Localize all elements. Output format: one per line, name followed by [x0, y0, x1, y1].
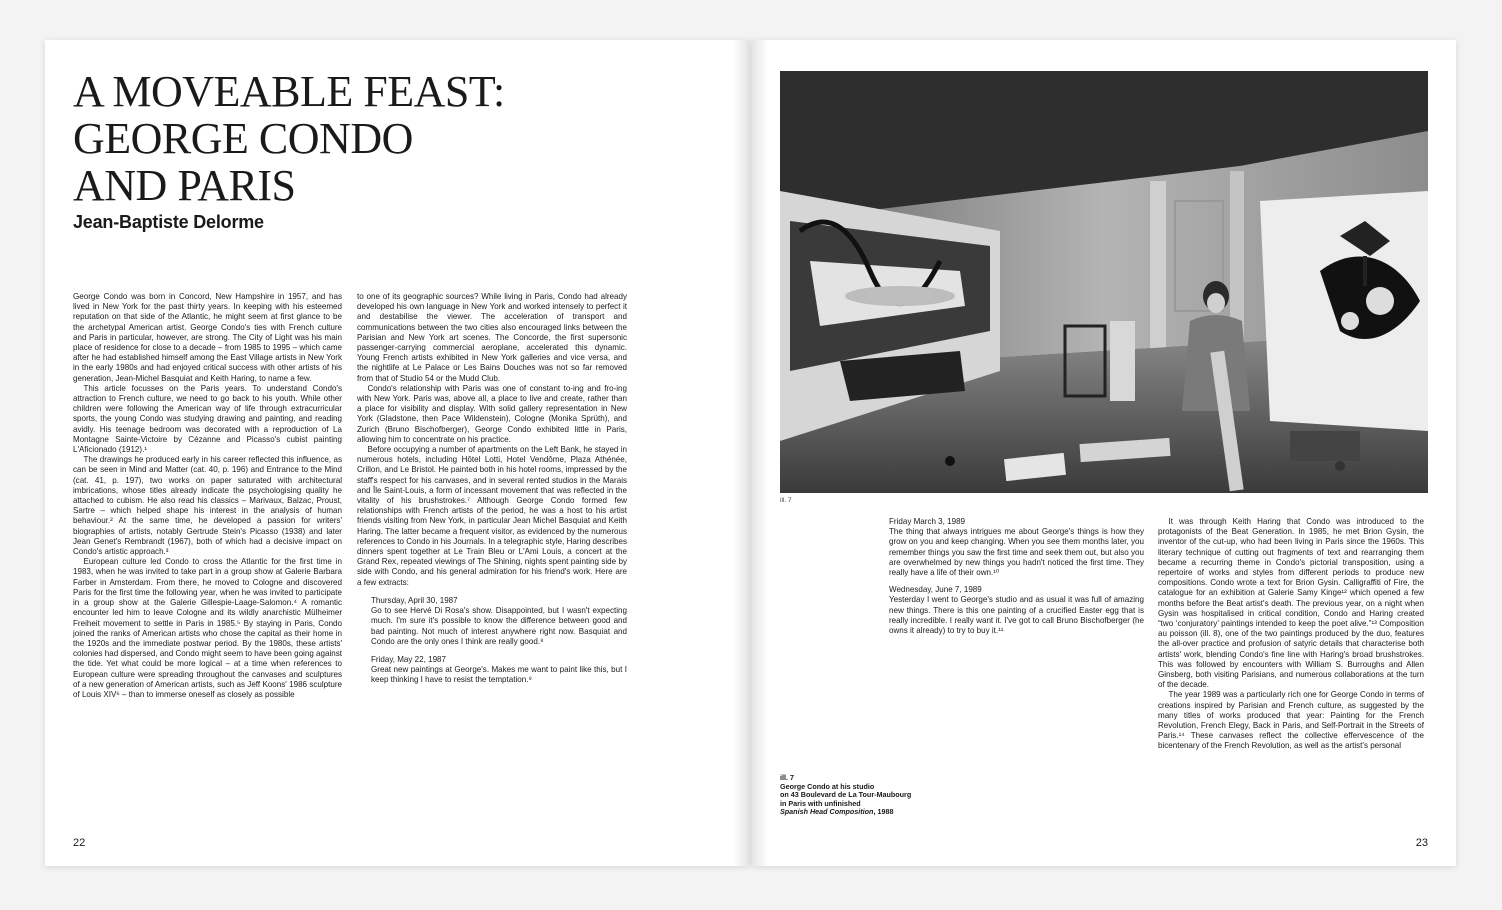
diary-entry	[889, 585, 1144, 636]
caption-work-title: Spanish Head Composition	[780, 807, 874, 817]
body-column-3	[1158, 517, 1424, 847]
gutter-shadow	[752, 40, 768, 866]
photo-caption	[780, 774, 960, 817]
caption-line: on 43 Boulevard de La Tour-Maubourg	[780, 790, 912, 800]
caption-last-line	[780, 808, 960, 817]
diary-text: Yesterday I went to George's studio and as usual it was full of amazing new things. There is this one painting of a crucified Easter egg that is really incredible. I really want it. I've got to call Bruno Bischofberger (he owns it already) to try to buy it.¹¹	[889, 595, 1144, 636]
right-page	[752, 40, 1456, 866]
page-number: 23	[1415, 837, 1428, 849]
paragraph: The drawings he produced early in his career reflected this influence, as can be seen in Mind and Matter (cat. 40, p. 196) and Entrance to the Mind (cat. 41, p. 197), two works on paper saturated with architectural imbrications, whose titles already indicate the psychologising quality he attached to cubism. He also read his classics – Marivaux, Balzac, Proust, Sartre – which helped shape his interest in the analysis of human behaviour.² At the same time, he developed a passion for writers' biographies of artists, notably Gertrude Stein's Picasso (1938) and later Jean Genet's Rembrandt (1967), both of which had a decisive impact on Condo's artistic approach.³	[73, 455, 342, 557]
extract-text: Go to see Hervé Di Rosa's show. Disappointed, but I wasn't expecting much. I'm sure it's possible to know the difference between good and bad painting. Not much of interest anywhere right now. Basquiat and Condo are the only ones I think are really good.⁸	[371, 606, 627, 646]
journal-extract	[371, 596, 627, 647]
extract-date: Friday, May 22, 1987	[371, 654, 446, 664]
right-canvas	[1260, 191, 1428, 431]
body-column-1	[73, 292, 342, 820]
diary-column	[889, 517, 1144, 697]
paragraph: The year 1989 was a particularly rich one for George Condo in terms of creations inspired by Parisian and French culture, as suggested by the many titles of works produced that year: Painting for the French Revolution, French Elegy, Back in Paris, and Self-Portrait in the Streets of Paris.¹⁴ These canvases reflect the collective effervescence of the bicentenary of the French Revolution, as well as the artist's personal	[1158, 690, 1424, 751]
paragraph: to one of its geographic sources? While living in Paris, Condo had already developed his own language in New York and worked intensely to perfect it and destabilise the viewer. The acceleration of transport and communications between the two cities also encouraged links between the Parisian and New York art scenes. The Concorde, the first supersonic passenger-carrying commercial aeroplane, accelerated this dynamic. Young French artists exhibited in New York galleries and vice versa, and the nightlife at Le Palace or Les Bains Douches was not so far removed from that of Studio 54 or the Mudd Club.	[357, 292, 627, 383]
journal-extract	[371, 655, 627, 686]
body-column-2	[357, 292, 627, 820]
gutter-shadow	[733, 40, 749, 866]
caption-year: , 1988	[873, 807, 894, 817]
page-number: 22	[73, 837, 86, 849]
paragraph: This article focusses on the Paris years. To understand Condo's attraction to French culture, we need to go back to his youth. While other children were following the American way of life through extracurricular sports, the young Condo was studying drawing and painting, and reading avidly. His teenage bedroom was decorated with a reproduction of La Montagne Sainte-Victoire by Cézanne and Picasso's cubist painting L'Aficionado (1912).¹	[73, 383, 342, 455]
title-line: AND PARIS	[73, 161, 296, 210]
paragraph: It was through Keith Haring that Condo was introduced to the protagonists of the Beat Generation. In 1985, he met Brion Gysin, the inventor of the cut-up, who had been living in Paris since the 1960s. This literary technique of cutting out fragments of text and rearranging them became a recurring theme in Condo's pictorial transposition, using a repertoire of works and styles from different periods to produce new compositions. Condo wrote a text for Brion Gysin. Calligraffiti of Fire, the catalogue for an exhibition at Galerie Samy Kinge¹² which opened a few months before the Beat artist's death. The previous year, on a night when Gysin was hospitalised in critical condition, Condo and Haring created “two ‘conjuratory’ paintings intended to keep the poet alive.”¹³ Composition au poisson (ill. 8), one of the two paintings produced by the duo, features the all-over practice and profusion of satyric details that characterise both artists' work, blending Condo's fine line with Haring's broad brushstrokes. This was followed by encounters with William S. Burroughs and Allen Ginsberg, both visiting Parisians, and numerous collaborations at the turn of the decade.	[1158, 517, 1424, 690]
author-name: Jean-Baptiste Delorme	[73, 212, 264, 232]
diary-entry	[889, 517, 1144, 578]
extract-text: Great new paintings at George's. Makes me want to paint like this, but I keep thinking I have to resist the temptation.⁹	[371, 665, 627, 685]
paragraph: George Condo was born in Concord, New Hampshire in 1957, and has lived in New York for the past thirty years. In keeping with his esteemed reputation on that side of the Atlantic, he might seem at first glance to be the archetypal American artist. George Condo's ties with French culture and Paris in particular, however, are strong. The City of Light was his main place of residence for close to a decade – from 1985 to 1995 – which came after he had established himself among the East Village artists in New York in the early 1980s and had enjoyed critical success with other artists of his generation, Jean-Michel Basquiat and Keith Haring, to name a few.	[73, 292, 342, 383]
caption-line: in Paris with unfinished	[780, 798, 861, 808]
diary-text: The thing that always intrigues me about George's things is how they grow on you and keep changing. When you see them months later, you remember things you saw the first time and seek them out, but also you are overwhelmed by new things you hadn't noticed the first time. They really have a life of their own.¹⁰	[889, 527, 1144, 578]
title-line: A MOVEABLE FEAST:	[73, 67, 505, 116]
caption-label: ill. 7	[780, 773, 794, 782]
diary-date: Wednesday, June 7, 1989	[889, 585, 982, 595]
paragraph: Condo's relationship with Paris was one of constant to-ing and fro-ing with New York. Paris was, above all, a place to live and create, rather than a place for visibility and display. With solid gallery representation in New York (Gladstone, then Pace Wildenstein), Cologne (Monika Sprüth), and Zurich (Bruno Bischofberger), George Condo exhibited little in Paris, allowing him to concentrate on his practice.	[357, 383, 627, 444]
illustration-number: ill. 7	[780, 497, 792, 504]
left-page	[45, 40, 749, 866]
caption-line: George Condo at his studio	[780, 781, 875, 791]
diary-date: Friday March 3, 1989	[889, 517, 966, 526]
extract-date: Thursday, April 30, 1987	[371, 595, 458, 605]
paragraph: European culture led Condo to cross the Atlantic for the first time in 1983, when he was invited to take part in a group show at Galerie Barbara Farber in Amsterdam. From there, he moved to Cologne and discovered Paris for the first time the following year, when he was invited to participate in a group show at the Galerie Gillespie-Laage-Salomon.⁴ A romantic encounter led him to leave Cologne and its wildly anarchistic Mülheimer Freiheit movement to settle in Paris in 1985.⁵ By staying in Paris, Condo joined the ranks of American artists who chose the capital as their home in the 1920s and the immediate postwar period. By the 1980s, these artists' colonies had dispersed, and Condo might seem to have been going against the tide. Yet what could be more logical – at a time when references to European culture were spreading throughout the canvases and sculptures of a new generation of American artists, such as Jeff Koons' 1986 sculpture of Louis XIV⁶ – than to immerse oneself as closely as possible	[73, 557, 342, 699]
paragraph: Before occupying a number of apartments on the Left Bank, he stayed in numerous hotels, including Hôtel Lotti, Hotel Vendôme, Plaza Athénée, Crillon, and Le Bristol. He painted both in his hotel rooms, impressed by the staff's respect for his canvases, and in several rented studios in the Marais and Île Saint-Louis, a form of incessant movement that was reflected in the vitality of his brushstrokes.⁷ Although George Condo formed few relationships with French artists of the period, he was a host to his artist friends visiting from New York, in particular Jean Michel Basquiat and Keith Haring. The latter became a frequent visitor, as evidenced by the numerous references to Condo in his Journals. In a telegraphic style, Haring describes dinners spent together at Le Train Bleu or L'Ami Louis, a concert at the Grand Rex, repeated viewings of The Shining, nights spent painting side by side with Condo, and his general admiration for his friend's work. Here are a few extracts:	[357, 445, 627, 587]
article-title	[73, 68, 505, 209]
title-line: GEORGE CONDO	[73, 114, 413, 163]
studio-photograph	[780, 71, 1428, 493]
